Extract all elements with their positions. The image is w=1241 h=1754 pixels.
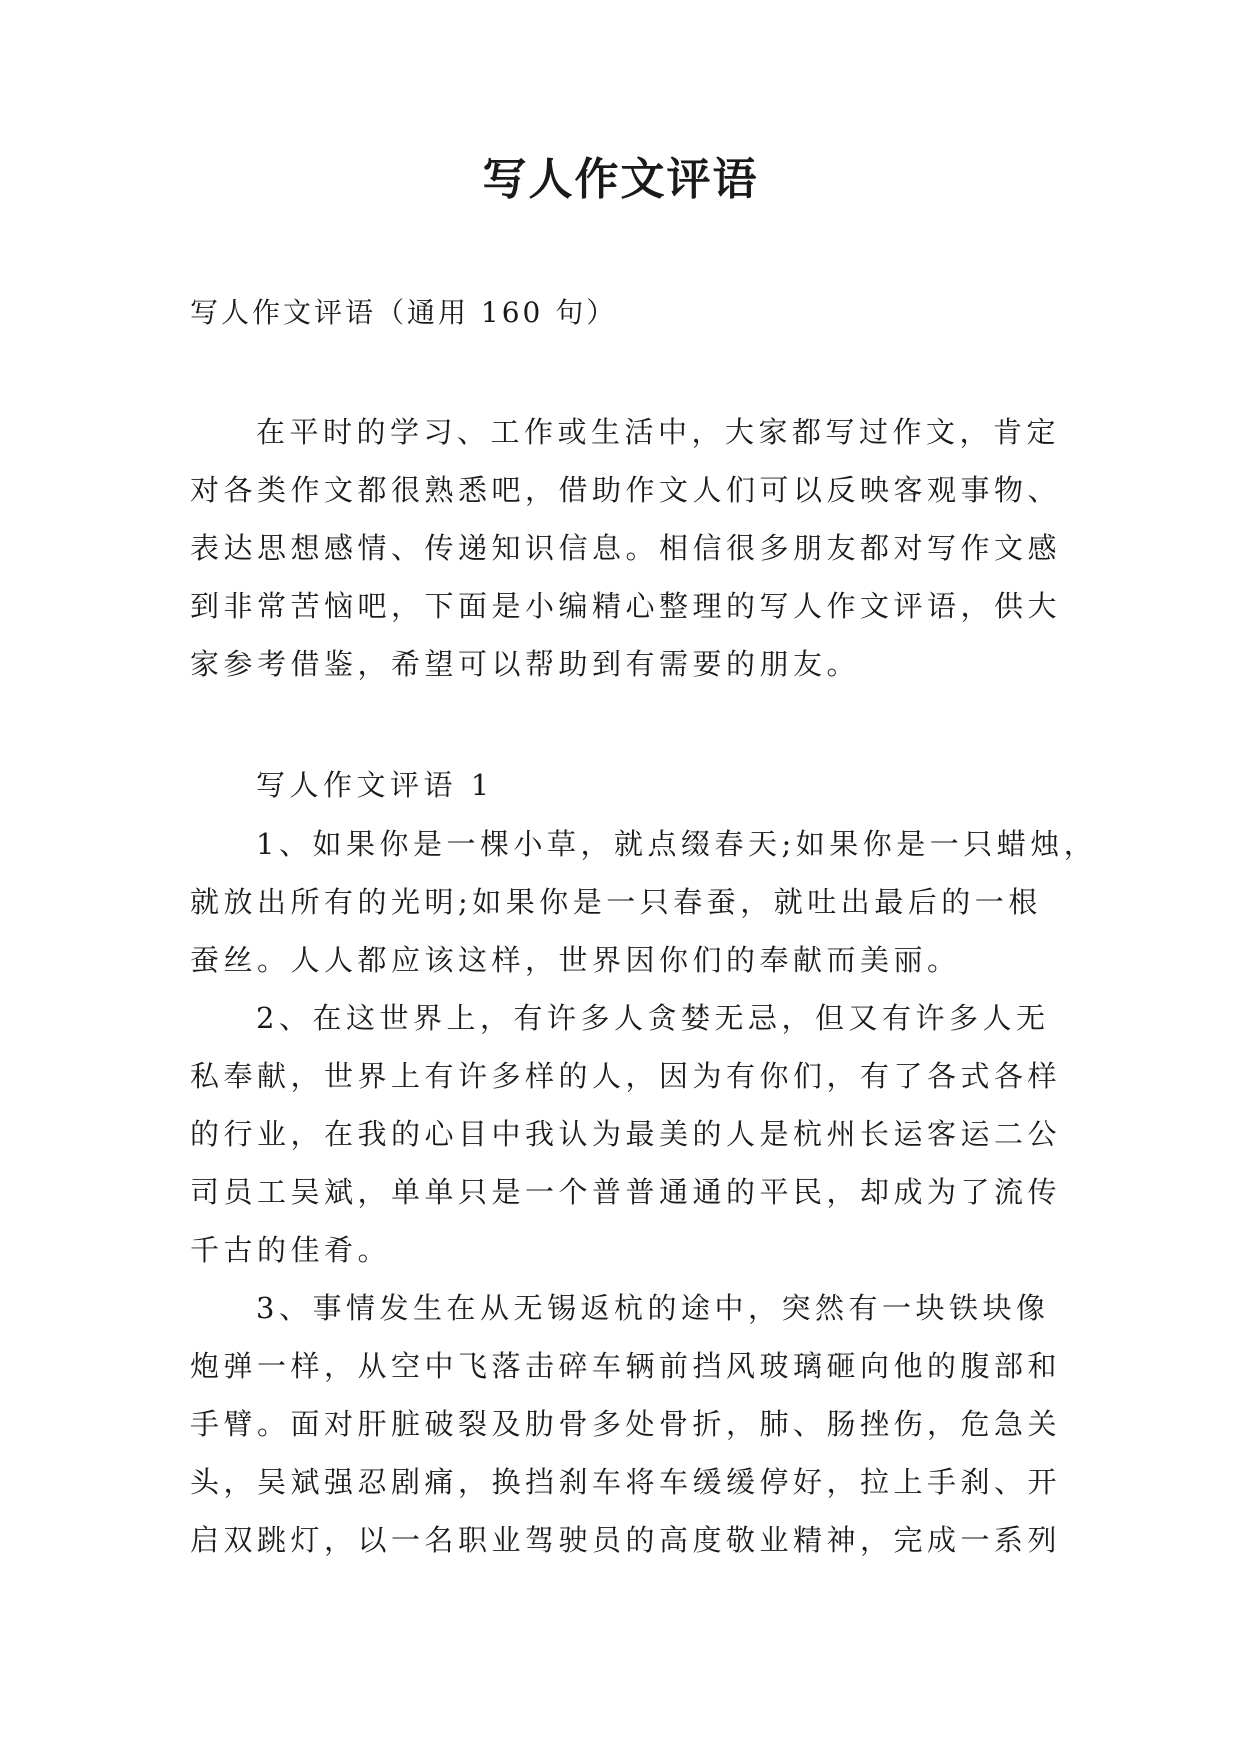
comment-line: 3、事情发生在从无锡返杭的途中，突然有一块铁块像 bbox=[256, 1291, 1050, 1325]
intro-line: 家参考借鉴，希望可以帮助到有需要的朋友。 bbox=[190, 647, 861, 681]
intro-line: 在平时的学习、工作或生活中，大家都写过作文，肯定 bbox=[256, 415, 1061, 449]
comment-line: 就放出所有的光明;如果你是一只春蚕，就吐出最后的一根 bbox=[190, 885, 1042, 919]
comment-line: 头，吴斌强忍剧痛，换挡刹车将车缓缓停好，拉上手刹、开 bbox=[190, 1465, 1062, 1499]
comment-item-2 bbox=[190, 989, 1070, 1279]
section-heading: 写人作文评语 1 bbox=[256, 768, 494, 802]
intro-line: 表达思想感情、传递知识信息。相信很多朋友都对写作文感 bbox=[190, 531, 1062, 565]
intro-paragraph bbox=[190, 403, 1070, 693]
comment-line: 炮弹一样，从空中飞落击碎车辆前挡风玻璃砸向他的腹部和 bbox=[190, 1349, 1062, 1383]
comment-item-3 bbox=[190, 1279, 1070, 1569]
comment-line: 启双跳灯，以一名职业驾驶员的高度敬业精神，完成一系列 bbox=[190, 1523, 1062, 1557]
comment-list bbox=[190, 815, 1098, 1569]
comment-line: 私奉献，世界上有许多样的人，因为有你们，有了各式各样 bbox=[190, 1059, 1062, 1093]
comment-item-1 bbox=[190, 815, 1098, 989]
comment-line: 司员工吴斌，单单只是一个普普通通的平民，却成为了流传 bbox=[190, 1175, 1062, 1209]
intro-line: 对各类作文都很熟悉吧，借助作文人们可以反映客观事物、 bbox=[190, 473, 1062, 507]
comment-line: 千古的佳肴。 bbox=[190, 1233, 392, 1267]
comment-line: 2、在这世界上，有许多人贪婪无忌，但又有许多人无 bbox=[256, 1001, 1050, 1035]
comment-line: 的行业，在我的心目中我认为最美的人是杭州长运客运二公 bbox=[190, 1117, 1062, 1151]
document-subtitle: 写人作文评语（通用 160 句） bbox=[190, 296, 618, 329]
comment-line: 手臂。面对肝脏破裂及肋骨多处骨折，肺、肠挫伤，危急关 bbox=[190, 1407, 1062, 1441]
comment-line: 蚕丝。人人都应该这样，世界因你们的奉献而美丽。 bbox=[190, 943, 961, 977]
comment-line: 1、如果你是一棵小草，就点缀春天;如果你是一只蜡烛， bbox=[256, 827, 1098, 861]
intro-line: 到非常苦恼吧，下面是小编精心整理的写人作文评语，供大 bbox=[190, 589, 1062, 623]
document-title: 写人作文评语 bbox=[482, 154, 759, 205]
